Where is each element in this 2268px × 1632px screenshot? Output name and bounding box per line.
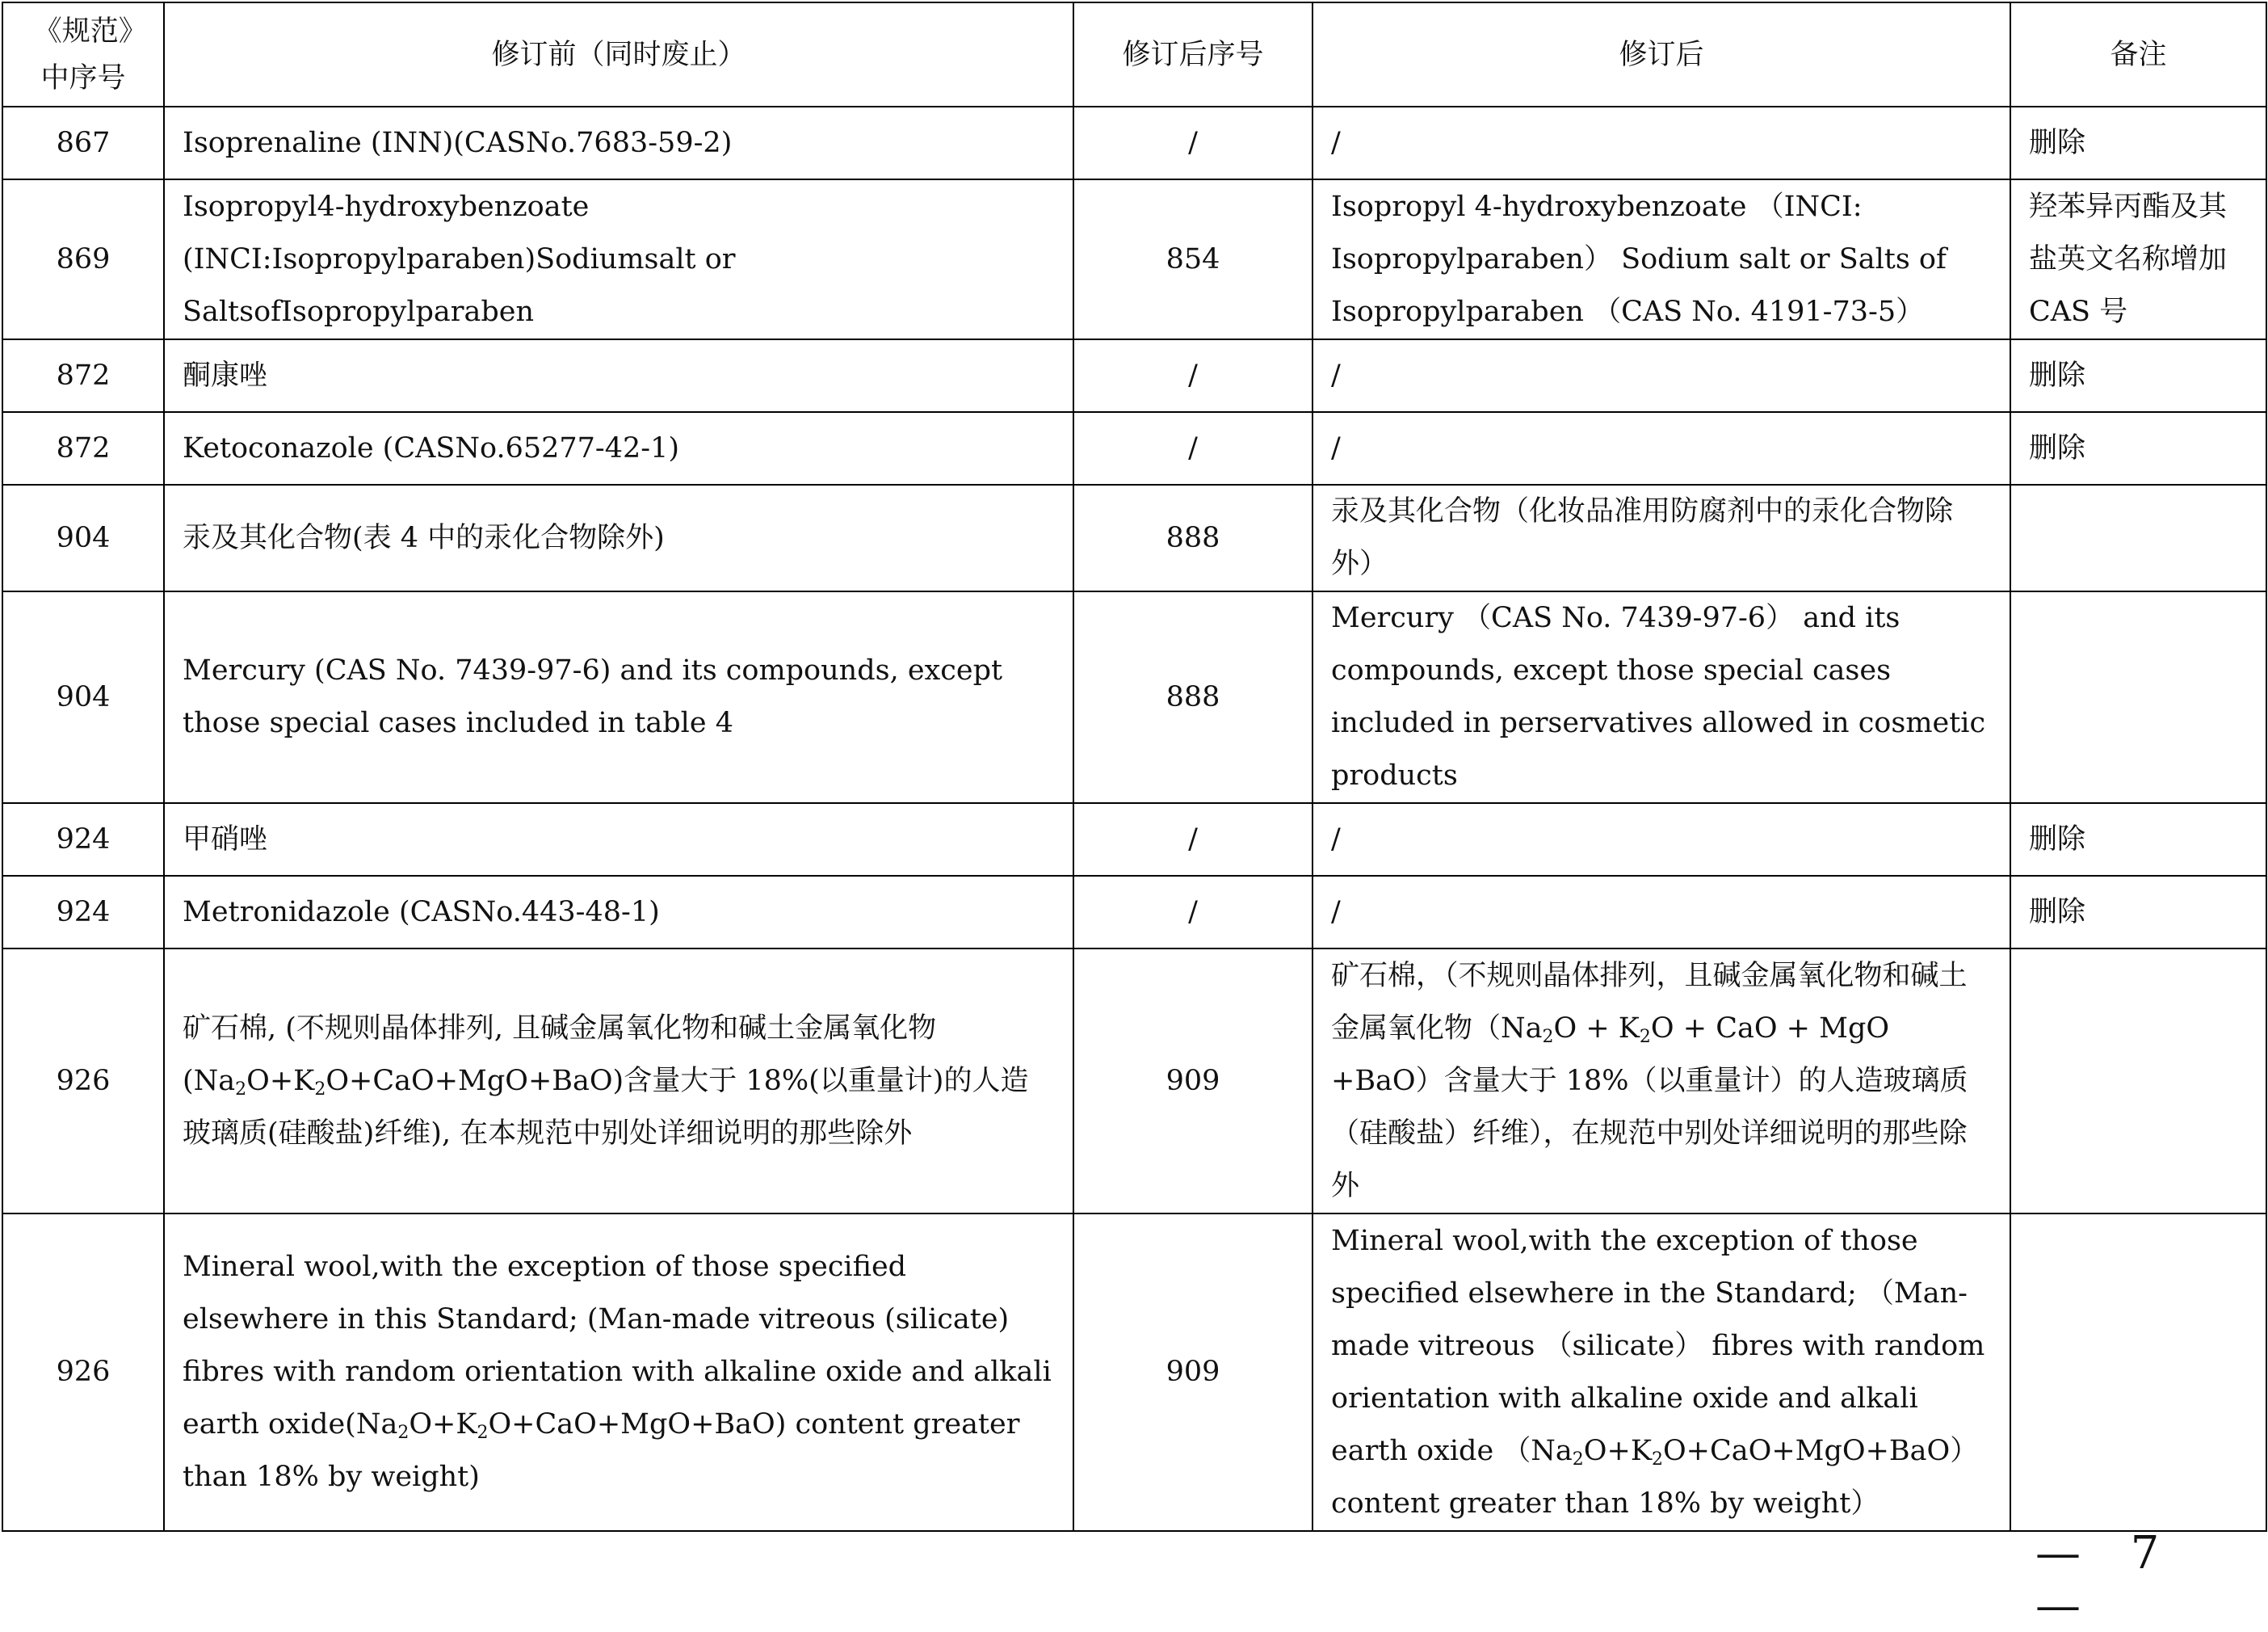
cell-new-number: 909 xyxy=(1073,948,1312,1213)
table-row xyxy=(2,107,2266,179)
cell-remarks xyxy=(2010,1213,2266,1531)
cell-remarks xyxy=(2010,485,2266,591)
cell-before-revision: Mineral wool,with the exception of those specified elsewhere in this Standard; (Man-made vitreous (silicate) fibres with random orientation with alkaline oxide and alkali earth $oxide(Na_2O+K_2O+CaO+MgO+BaO)$ content greater than 18% by weight) xyxy=(164,1213,1073,1531)
table-row xyxy=(2,485,2266,591)
cell-before-revision: Isoprenaline (INN)(CASNo.7683-59-2) xyxy=(164,107,1073,179)
cell-original-number: 867 xyxy=(2,107,164,179)
cell-original-number: 926 xyxy=(2,948,164,1213)
cell-before-revision: Ketoconazole (CASNo.65277-42-1) xyxy=(164,412,1073,485)
cell-new-number: 854 xyxy=(1073,179,1312,339)
cell-original-number: 872 xyxy=(2,412,164,485)
cell-after-revision: Mercury （CAS No. 7439-97-6） and its compounds, except those special cases included in perservatives allowed in cosmetic products xyxy=(1312,591,2010,803)
header-before-revision: 修订前（同时废止） xyxy=(164,2,1073,107)
cell-after-revision: / xyxy=(1312,339,2010,412)
cell-remarks: 删除 xyxy=(2010,412,2266,485)
cell-new-number: / xyxy=(1073,803,1312,876)
table-row xyxy=(2,339,2266,412)
cell-after-revision: 矿石棉，（不规则晶体排列，且碱金属氧化物和碱土金属氧化物（$Na_2O + K_2O$ + CaO + MgO +BaO）含量大于 18%（以重量计）的人造玻璃质（硅酸盐）纤维），在规范中别处详细说明的那些除外 xyxy=(1312,948,2010,1213)
header-remarks: 备注 xyxy=(2010,2,2266,107)
cell-new-number: / xyxy=(1073,412,1312,485)
cell-remarks xyxy=(2010,948,2266,1213)
cell-after-revision: / xyxy=(1312,803,2010,876)
cell-original-number: 904 xyxy=(2,485,164,591)
cell-new-number: / xyxy=(1073,107,1312,179)
cell-remarks: 删除 xyxy=(2010,339,2266,412)
cell-remarks: 羟苯异丙酯及其盐英文名称增加CAS 号 xyxy=(2010,179,2266,339)
cell-after-revision: / xyxy=(1312,107,2010,179)
table-row xyxy=(2,179,2266,339)
cell-new-number: 888 xyxy=(1073,485,1312,591)
table-row xyxy=(2,412,2266,485)
header-original-number: 《规范》中序号 xyxy=(2,2,164,107)
header-new-number: 修订后序号 xyxy=(1073,2,1312,107)
cell-original-number: 926 xyxy=(2,1213,164,1531)
cell-original-number: 904 xyxy=(2,591,164,803)
cell-before-revision: 甲硝唑 xyxy=(164,803,1073,876)
cell-new-number: 909 xyxy=(1073,1213,1312,1531)
cell-original-number: 869 xyxy=(2,179,164,339)
cell-after-revision: / xyxy=(1312,876,2010,948)
page-number: — 7 — xyxy=(2035,1527,2178,1632)
cell-remarks: 删除 xyxy=(2010,803,2266,876)
header-after-revision: 修订后 xyxy=(1312,2,2010,107)
cell-after-revision: / xyxy=(1312,412,2010,485)
table-row xyxy=(2,948,2266,1213)
cell-new-number: 888 xyxy=(1073,591,1312,803)
cell-after-revision: Mineral wool,with the exception of those specified elsewhere in the Standard; （Man-made vitreous （silicate） fibres with random orientation with alkaline oxide and alkali earth oxide $(Na_2O+K_2O+CaO+MgO+BaO)$ content greater than 18% by weight） xyxy=(1312,1213,2010,1531)
cell-before-revision: 矿石棉, (不规则晶体排列, 且碱金属氧化物和碱土金属氧化物$(Na_2O+K_2O+CaO+MgO+BaO)$含量大于 18%(以重量计)的人造玻璃质(硅酸盐)纤维), 在本规范中别处详细说明的那些除外 xyxy=(164,948,1073,1213)
cell-original-number: 924 xyxy=(2,803,164,876)
cell-remarks: 删除 xyxy=(2010,107,2266,179)
table-row xyxy=(2,876,2266,948)
cell-new-number: / xyxy=(1073,339,1312,412)
cell-new-number: / xyxy=(1073,876,1312,948)
cell-after-revision: 汞及其化合物（化妆品准用防腐剂中的汞化合物除外） xyxy=(1312,485,2010,591)
cell-remarks: 删除 xyxy=(2010,876,2266,948)
cell-before-revision: Mercury (CAS No. 7439-97-6) and its compounds, except those special cases included in table 4 xyxy=(164,591,1073,803)
revision-table xyxy=(2,2,2267,1532)
cell-before-revision: Metronidazole (CASNo.443-48-1) xyxy=(164,876,1073,948)
table-row xyxy=(2,591,2266,803)
cell-before-revision: Isopropyl4-hydroxybenzoate (INCI:Isopropylparaben)Sodiumsalt or SaltsofIsopropylparaben xyxy=(164,179,1073,339)
cell-after-revision: Isopropyl 4-hydroxybenzoate （INCI: Isopropylparaben） Sodium salt or Salts of Isopropylparaben （CAS No. 4191-73-5） xyxy=(1312,179,2010,339)
cell-remarks xyxy=(2010,591,2266,803)
cell-before-revision: 酮康唑 xyxy=(164,339,1073,412)
table-row xyxy=(2,803,2266,876)
table-row xyxy=(2,1213,2266,1531)
header-row xyxy=(2,2,2266,107)
cell-original-number: 924 xyxy=(2,876,164,948)
cell-before-revision: 汞及其化合物(表 4 中的汞化合物除外) xyxy=(164,485,1073,591)
cell-original-number: 872 xyxy=(2,339,164,412)
